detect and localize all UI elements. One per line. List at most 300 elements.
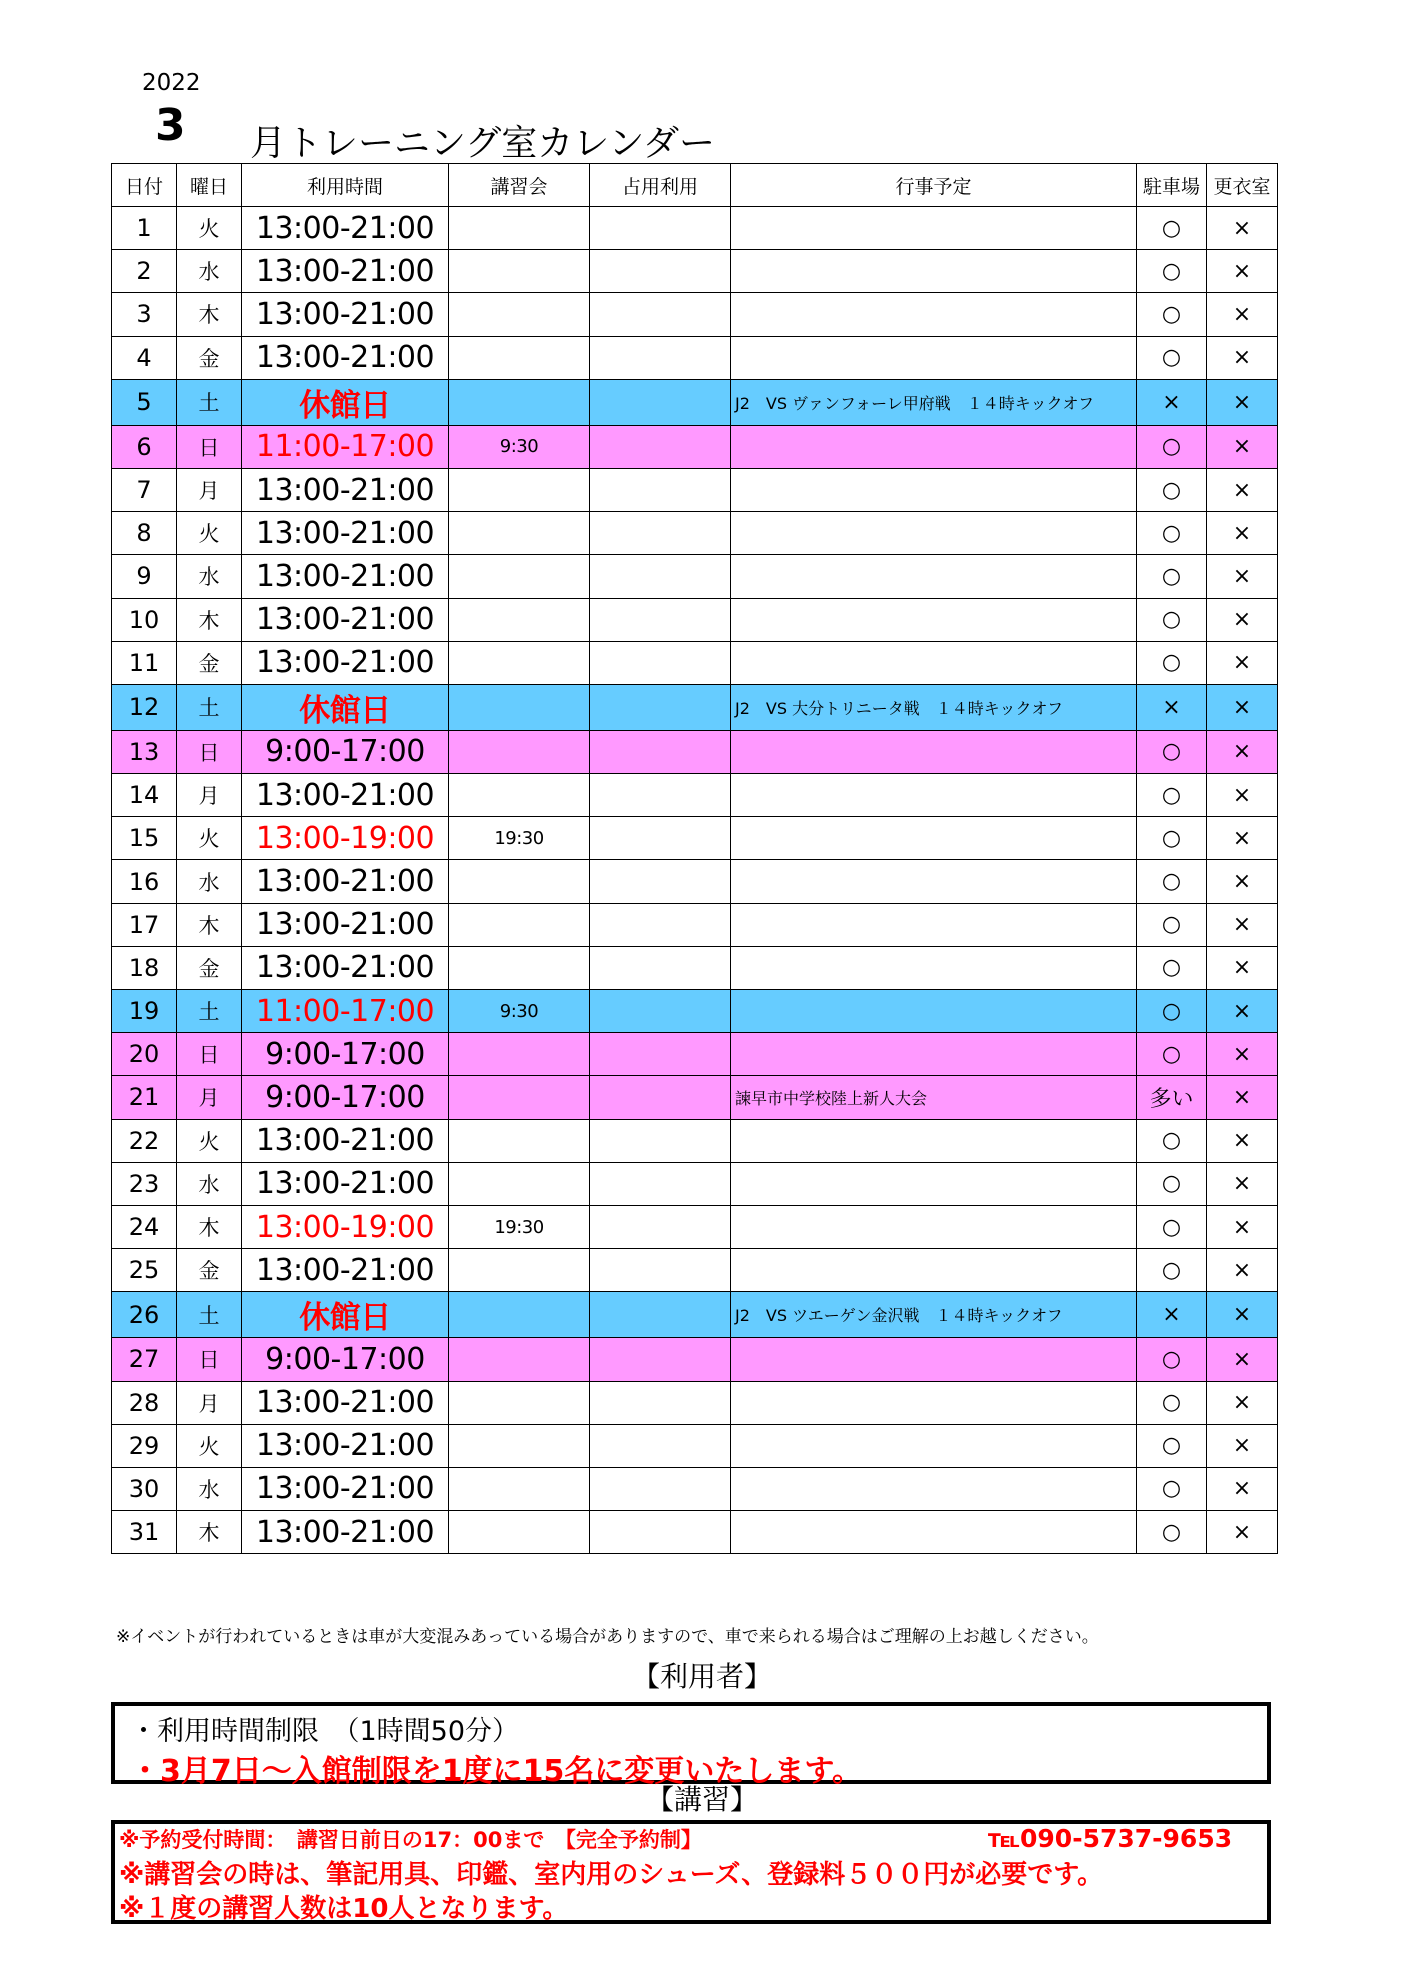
exclusive-use-cell xyxy=(590,555,731,598)
phone-number: ℡090-5737-9653 xyxy=(988,1824,1233,1853)
lecture-cell xyxy=(449,1076,590,1119)
table-row xyxy=(112,555,1278,598)
event-cell xyxy=(731,990,1137,1033)
parking-cell: ○ xyxy=(1137,946,1207,989)
table-row xyxy=(112,860,1278,903)
date-cell: 30 xyxy=(112,1467,177,1510)
exclusive-use-cell xyxy=(590,1467,731,1510)
weekday-cell: 金 xyxy=(177,336,242,379)
parking-cell: × xyxy=(1137,379,1207,425)
weekday-cell: 月 xyxy=(177,774,242,817)
weekday-cell: 木 xyxy=(177,598,242,641)
hours-cell: 13:00-21:00 xyxy=(242,1249,449,1292)
exclusive-use-cell xyxy=(590,293,731,336)
event-cell xyxy=(731,641,1137,684)
parking-cell: ○ xyxy=(1137,817,1207,860)
parking-cell: ○ xyxy=(1137,1467,1207,1510)
exclusive-use-cell xyxy=(590,903,731,946)
month-number: 3 xyxy=(155,100,186,151)
parking-cell: ○ xyxy=(1137,1338,1207,1381)
event-cell xyxy=(731,1162,1137,1205)
parking-cell: ○ xyxy=(1137,730,1207,773)
hours-cell: 13:00-21:00 xyxy=(242,1424,449,1467)
date-cell: 6 xyxy=(112,425,177,468)
date-cell: 21 xyxy=(112,1076,177,1119)
exclusive-use-cell xyxy=(590,1338,731,1381)
hours-cell: 13:00-21:00 xyxy=(242,903,449,946)
date-cell: 27 xyxy=(112,1338,177,1381)
locker-cell: × xyxy=(1207,207,1278,250)
event-cell xyxy=(731,555,1137,598)
date-cell: 10 xyxy=(112,598,177,641)
hours-cell: 13:00-21:00 xyxy=(242,207,449,250)
event-cell xyxy=(731,293,1137,336)
table-row xyxy=(112,207,1278,250)
exclusive-use-cell xyxy=(590,1076,731,1119)
lecture-cell xyxy=(449,641,590,684)
locker-cell: × xyxy=(1207,1467,1278,1510)
locker-cell: × xyxy=(1207,817,1278,860)
lecture-cell xyxy=(449,730,590,773)
usage-time-limit: ・利用時間制限 （1時間50分） xyxy=(130,1716,520,1747)
date-cell: 16 xyxy=(112,860,177,903)
lecture-cell xyxy=(449,512,590,555)
hours-cell: 13:00-21:00 xyxy=(242,1467,449,1510)
hours-cell: 9:00-17:00 xyxy=(242,730,449,773)
locker-cell: × xyxy=(1207,1119,1278,1162)
exclusive-use-cell xyxy=(590,1249,731,1292)
locker-cell: × xyxy=(1207,1249,1278,1292)
event-cell xyxy=(731,860,1137,903)
parking-cell: ○ xyxy=(1137,425,1207,468)
locker-cell: × xyxy=(1207,684,1278,730)
locker-cell: × xyxy=(1207,1033,1278,1076)
locker-cell: × xyxy=(1207,512,1278,555)
date-cell: 5 xyxy=(112,379,177,425)
table-row xyxy=(112,903,1278,946)
hours-cell: 13:00-21:00 xyxy=(242,1381,449,1424)
event-cell xyxy=(731,512,1137,555)
parking-cell: ○ xyxy=(1137,1249,1207,1292)
weekday-cell: 水 xyxy=(177,250,242,293)
locker-cell: × xyxy=(1207,774,1278,817)
date-cell: 24 xyxy=(112,1205,177,1248)
users-heading: 【利用者】 xyxy=(631,1660,772,1693)
parking-cell: ○ xyxy=(1137,1424,1207,1467)
event-cell xyxy=(731,468,1137,511)
date-cell: 8 xyxy=(112,512,177,555)
locker-cell: × xyxy=(1207,641,1278,684)
hours-cell: 13:00-21:00 xyxy=(242,336,449,379)
date-cell: 11 xyxy=(112,641,177,684)
locker-cell: × xyxy=(1207,946,1278,989)
lecture-cell xyxy=(449,1511,590,1554)
locker-cell: × xyxy=(1207,598,1278,641)
date-cell: 4 xyxy=(112,336,177,379)
date-cell: 7 xyxy=(112,468,177,511)
lecture-cell xyxy=(449,1381,590,1424)
hours-cell: 13:00-21:00 xyxy=(242,946,449,989)
hours-cell: 13:00-21:00 xyxy=(242,641,449,684)
hours-cell: 11:00-17:00 xyxy=(242,990,449,1033)
table-row xyxy=(112,1511,1278,1554)
event-cell: J2 VS 大分トリニータ戦 １４時キックオフ xyxy=(731,684,1137,730)
exclusive-use-cell xyxy=(590,730,731,773)
entry-limit-notice: ・3月7日～入館制限を1度に15名に変更いたします。 xyxy=(130,1754,862,1789)
date-cell: 23 xyxy=(112,1162,177,1205)
weekday-cell: 土 xyxy=(177,1292,242,1338)
locker-cell: × xyxy=(1207,990,1278,1033)
locker-cell: × xyxy=(1207,293,1278,336)
col-header-day: 曜日 xyxy=(177,164,242,207)
event-cell xyxy=(731,598,1137,641)
lecture-cell xyxy=(449,903,590,946)
table-row xyxy=(112,684,1278,730)
weekday-cell: 火 xyxy=(177,1119,242,1162)
exclusive-use-cell xyxy=(590,468,731,511)
lecture-cell xyxy=(449,1292,590,1338)
event-cell xyxy=(731,1511,1137,1554)
hours-cell: 13:00-21:00 xyxy=(242,468,449,511)
hours-cell: 13:00-21:00 xyxy=(242,860,449,903)
date-cell: 28 xyxy=(112,1381,177,1424)
parking-cell: ○ xyxy=(1137,860,1207,903)
exclusive-use-cell xyxy=(590,774,731,817)
exclusive-use-cell xyxy=(590,684,731,730)
exclusive-use-cell xyxy=(590,1424,731,1467)
weekday-cell: 木 xyxy=(177,903,242,946)
locker-cell: × xyxy=(1207,1205,1278,1248)
locker-cell: × xyxy=(1207,860,1278,903)
lecture-cell xyxy=(449,1467,590,1510)
exclusive-use-cell xyxy=(590,598,731,641)
weekday-cell: 火 xyxy=(177,512,242,555)
table-row xyxy=(112,293,1278,336)
locker-cell: × xyxy=(1207,730,1278,773)
weekday-cell: 水 xyxy=(177,1162,242,1205)
lecture-requirements: ※講習会の時は、筆記用具、印鑑、室内用のシューズ、登録料５００円が必要です。 xyxy=(119,1860,1104,1890)
users-notice-box xyxy=(111,1702,1271,1789)
parking-cell: ○ xyxy=(1137,1162,1207,1205)
table-row xyxy=(112,817,1278,860)
weekday-cell: 月 xyxy=(177,1381,242,1424)
lecture-heading: 【講習】 xyxy=(645,1783,758,1816)
locker-cell: × xyxy=(1207,425,1278,468)
table-row xyxy=(112,468,1278,511)
lecture-cell xyxy=(449,1249,590,1292)
parking-cell: ○ xyxy=(1137,1511,1207,1554)
locker-cell: × xyxy=(1207,1338,1278,1381)
date-cell: 18 xyxy=(112,946,177,989)
exclusive-use-cell xyxy=(590,860,731,903)
date-cell: 29 xyxy=(112,1424,177,1467)
table-header-row xyxy=(112,164,1278,207)
date-cell: 3 xyxy=(112,293,177,336)
weekday-cell: 水 xyxy=(177,1467,242,1510)
weekday-cell: 水 xyxy=(177,860,242,903)
event-cell xyxy=(731,1424,1137,1467)
col-header-lecture: 講習会 xyxy=(449,164,590,207)
weekday-cell: 月 xyxy=(177,1076,242,1119)
col-header-events: 行事予定 xyxy=(731,164,1137,207)
exclusive-use-cell xyxy=(590,1119,731,1162)
lecture-cell: 19:30 xyxy=(449,1205,590,1248)
exclusive-use-cell xyxy=(590,1162,731,1205)
event-cell xyxy=(731,1338,1137,1381)
event-cell xyxy=(731,1119,1137,1162)
date-cell: 12 xyxy=(112,684,177,730)
year-label: 2022 xyxy=(142,70,201,96)
table-row xyxy=(112,774,1278,817)
lecture-capacity: ※１度の講習人数は10人となります。 xyxy=(119,1894,569,1924)
table-row xyxy=(112,1467,1278,1510)
hours-cell: 13:00-21:00 xyxy=(242,250,449,293)
calendar-table xyxy=(111,163,1278,1554)
weekday-cell: 火 xyxy=(177,207,242,250)
exclusive-use-cell xyxy=(590,946,731,989)
table-row xyxy=(112,990,1278,1033)
event-cell xyxy=(731,425,1137,468)
parking-cell: ○ xyxy=(1137,336,1207,379)
weekday-cell: 木 xyxy=(177,293,242,336)
event-cell xyxy=(731,903,1137,946)
event-cell xyxy=(731,1205,1137,1248)
event-cell xyxy=(731,1033,1137,1076)
weekday-cell: 日 xyxy=(177,730,242,773)
weekday-cell: 土 xyxy=(177,379,242,425)
date-cell: 26 xyxy=(112,1292,177,1338)
date-cell: 20 xyxy=(112,1033,177,1076)
lecture-cell xyxy=(449,468,590,511)
table-row xyxy=(112,1292,1278,1338)
lecture-cell xyxy=(449,293,590,336)
weekday-cell: 木 xyxy=(177,1205,242,1248)
locker-cell: × xyxy=(1207,1292,1278,1338)
lecture-cell: 19:30 xyxy=(449,817,590,860)
lecture-cell xyxy=(449,250,590,293)
traffic-note: ※イベントが行われているときは車が大変混みあっている場合がありますので、車で来られる場合はご理解の上お越しください。 xyxy=(116,1627,1099,1647)
weekday-cell: 水 xyxy=(177,555,242,598)
event-cell xyxy=(731,250,1137,293)
col-header-locker: 更衣室 xyxy=(1207,164,1278,207)
table-row xyxy=(112,730,1278,773)
event-cell xyxy=(731,817,1137,860)
event-cell xyxy=(731,1467,1137,1510)
locker-cell: × xyxy=(1207,1424,1278,1467)
locker-cell: × xyxy=(1207,1076,1278,1119)
table-row xyxy=(112,512,1278,555)
weekday-cell: 火 xyxy=(177,1424,242,1467)
hours-cell: 13:00-21:00 xyxy=(242,293,449,336)
table-row xyxy=(112,1338,1278,1381)
weekday-cell: 月 xyxy=(177,468,242,511)
lecture-cell xyxy=(449,1119,590,1162)
parking-cell: ○ xyxy=(1137,512,1207,555)
date-cell: 13 xyxy=(112,730,177,773)
locker-cell: × xyxy=(1207,379,1278,425)
exclusive-use-cell xyxy=(590,817,731,860)
exclusive-use-cell xyxy=(590,641,731,684)
table-row xyxy=(112,336,1278,379)
weekday-cell: 金 xyxy=(177,946,242,989)
lecture-cell xyxy=(449,774,590,817)
parking-cell: ○ xyxy=(1137,774,1207,817)
weekday-cell: 木 xyxy=(177,1511,242,1554)
locker-cell: × xyxy=(1207,468,1278,511)
table-row xyxy=(112,641,1278,684)
lecture-cell xyxy=(449,207,590,250)
lecture-cell xyxy=(449,1033,590,1076)
parking-cell: ○ xyxy=(1137,598,1207,641)
table-row xyxy=(112,1162,1278,1205)
table-row xyxy=(112,1033,1278,1076)
event-cell xyxy=(731,1249,1137,1292)
event-cell: J2 VS ツエーゲン金沢戦 １４時キックオフ xyxy=(731,1292,1137,1338)
lecture-notice-box xyxy=(111,1820,1271,1924)
lecture-cell xyxy=(449,946,590,989)
table-row xyxy=(112,379,1278,425)
table-row xyxy=(112,1424,1278,1467)
locker-cell: × xyxy=(1207,1162,1278,1205)
lecture-cell xyxy=(449,555,590,598)
hours-cell: 13:00-19:00 xyxy=(242,817,449,860)
hours-cell: 13:00-21:00 xyxy=(242,555,449,598)
parking-cell: ○ xyxy=(1137,903,1207,946)
date-cell: 1 xyxy=(112,207,177,250)
date-cell: 2 xyxy=(112,250,177,293)
event-cell xyxy=(731,1381,1137,1424)
parking-cell: ○ xyxy=(1137,468,1207,511)
lecture-cell: 9:30 xyxy=(449,425,590,468)
parking-cell: 多い xyxy=(1137,1076,1207,1119)
hours-cell: 9:00-17:00 xyxy=(242,1033,449,1076)
table-row xyxy=(112,1381,1278,1424)
reservation-hours: ※予約受付時間： 講習日前日の17：00まで 【完全予約制】 xyxy=(119,1828,702,1852)
parking-cell: ○ xyxy=(1137,1033,1207,1076)
exclusive-use-cell xyxy=(590,1381,731,1424)
date-cell: 19 xyxy=(112,990,177,1033)
locker-cell: × xyxy=(1207,250,1278,293)
col-header-hours: 利用時間 xyxy=(242,164,449,207)
hours-cell: 13:00-21:00 xyxy=(242,774,449,817)
event-cell xyxy=(731,730,1137,773)
parking-cell: ○ xyxy=(1137,555,1207,598)
date-cell: 14 xyxy=(112,774,177,817)
exclusive-use-cell xyxy=(590,379,731,425)
event-cell: 諫早市中学校陸上新人大会 xyxy=(731,1076,1137,1119)
hours-cell: 13:00-19:00 xyxy=(242,1205,449,1248)
exclusive-use-cell xyxy=(590,250,731,293)
lecture-cell xyxy=(449,1424,590,1467)
exclusive-use-cell xyxy=(590,336,731,379)
weekday-cell: 土 xyxy=(177,990,242,1033)
date-cell: 15 xyxy=(112,817,177,860)
parking-cell: ○ xyxy=(1137,1205,1207,1248)
hours-cell: 11:00-17:00 xyxy=(242,425,449,468)
exclusive-use-cell xyxy=(590,1511,731,1554)
col-header-exclusive-use: 占用利用 xyxy=(590,164,731,207)
table-row xyxy=(112,1205,1278,1248)
date-cell: 9 xyxy=(112,555,177,598)
event-cell xyxy=(731,336,1137,379)
date-cell: 25 xyxy=(112,1249,177,1292)
parking-cell: × xyxy=(1137,684,1207,730)
locker-cell: × xyxy=(1207,903,1278,946)
lecture-cell xyxy=(449,1162,590,1205)
parking-cell: ○ xyxy=(1137,207,1207,250)
page-title: 月トレーニング室カレンダー xyxy=(250,123,715,164)
col-header-parking: 駐車場 xyxy=(1137,164,1207,207)
hours-cell: 13:00-21:00 xyxy=(242,1511,449,1554)
event-cell xyxy=(731,774,1137,817)
lecture-cell xyxy=(449,336,590,379)
exclusive-use-cell xyxy=(590,1033,731,1076)
parking-cell: ○ xyxy=(1137,250,1207,293)
parking-cell: ○ xyxy=(1137,1119,1207,1162)
locker-cell: × xyxy=(1207,336,1278,379)
weekday-cell: 金 xyxy=(177,641,242,684)
lecture-cell xyxy=(449,598,590,641)
hours-cell: 13:00-21:00 xyxy=(242,1162,449,1205)
exclusive-use-cell xyxy=(590,425,731,468)
hours-cell: 13:00-21:00 xyxy=(242,598,449,641)
exclusive-use-cell xyxy=(590,1205,731,1248)
hours-cell: 13:00-21:00 xyxy=(242,1119,449,1162)
locker-cell: × xyxy=(1207,555,1278,598)
lecture-cell xyxy=(449,1338,590,1381)
table-row xyxy=(112,598,1278,641)
table-row xyxy=(112,250,1278,293)
locker-cell: × xyxy=(1207,1381,1278,1424)
lecture-cell xyxy=(449,860,590,903)
table-row xyxy=(112,1119,1278,1162)
parking-cell: ○ xyxy=(1137,1381,1207,1424)
lecture-cell xyxy=(449,379,590,425)
hours-cell: 休館日 xyxy=(242,1292,449,1338)
col-header-date: 日付 xyxy=(112,164,177,207)
hours-cell: 9:00-17:00 xyxy=(242,1076,449,1119)
parking-cell: ○ xyxy=(1137,990,1207,1033)
exclusive-use-cell xyxy=(590,1292,731,1338)
locker-cell: × xyxy=(1207,1511,1278,1554)
date-cell: 17 xyxy=(112,903,177,946)
hours-cell: 13:00-21:00 xyxy=(242,512,449,555)
table-row xyxy=(112,1076,1278,1119)
table-row xyxy=(112,425,1278,468)
table-row xyxy=(112,946,1278,989)
weekday-cell: 金 xyxy=(177,1249,242,1292)
hours-cell: 9:00-17:00 xyxy=(242,1338,449,1381)
parking-cell: ○ xyxy=(1137,293,1207,336)
exclusive-use-cell xyxy=(590,207,731,250)
event-cell: J2 VS ヴァンフォーレ甲府戦 １４時キックオフ xyxy=(731,379,1137,425)
lecture-cell xyxy=(449,684,590,730)
exclusive-use-cell xyxy=(590,990,731,1033)
parking-cell: ○ xyxy=(1137,641,1207,684)
event-cell xyxy=(731,946,1137,989)
hours-cell: 休館日 xyxy=(242,684,449,730)
hours-cell: 休館日 xyxy=(242,379,449,425)
weekday-cell: 日 xyxy=(177,1338,242,1381)
date-cell: 31 xyxy=(112,1511,177,1554)
exclusive-use-cell xyxy=(590,512,731,555)
parking-cell: × xyxy=(1137,1292,1207,1338)
weekday-cell: 火 xyxy=(177,817,242,860)
event-cell xyxy=(731,207,1137,250)
weekday-cell: 日 xyxy=(177,425,242,468)
weekday-cell: 土 xyxy=(177,684,242,730)
date-cell: 22 xyxy=(112,1119,177,1162)
